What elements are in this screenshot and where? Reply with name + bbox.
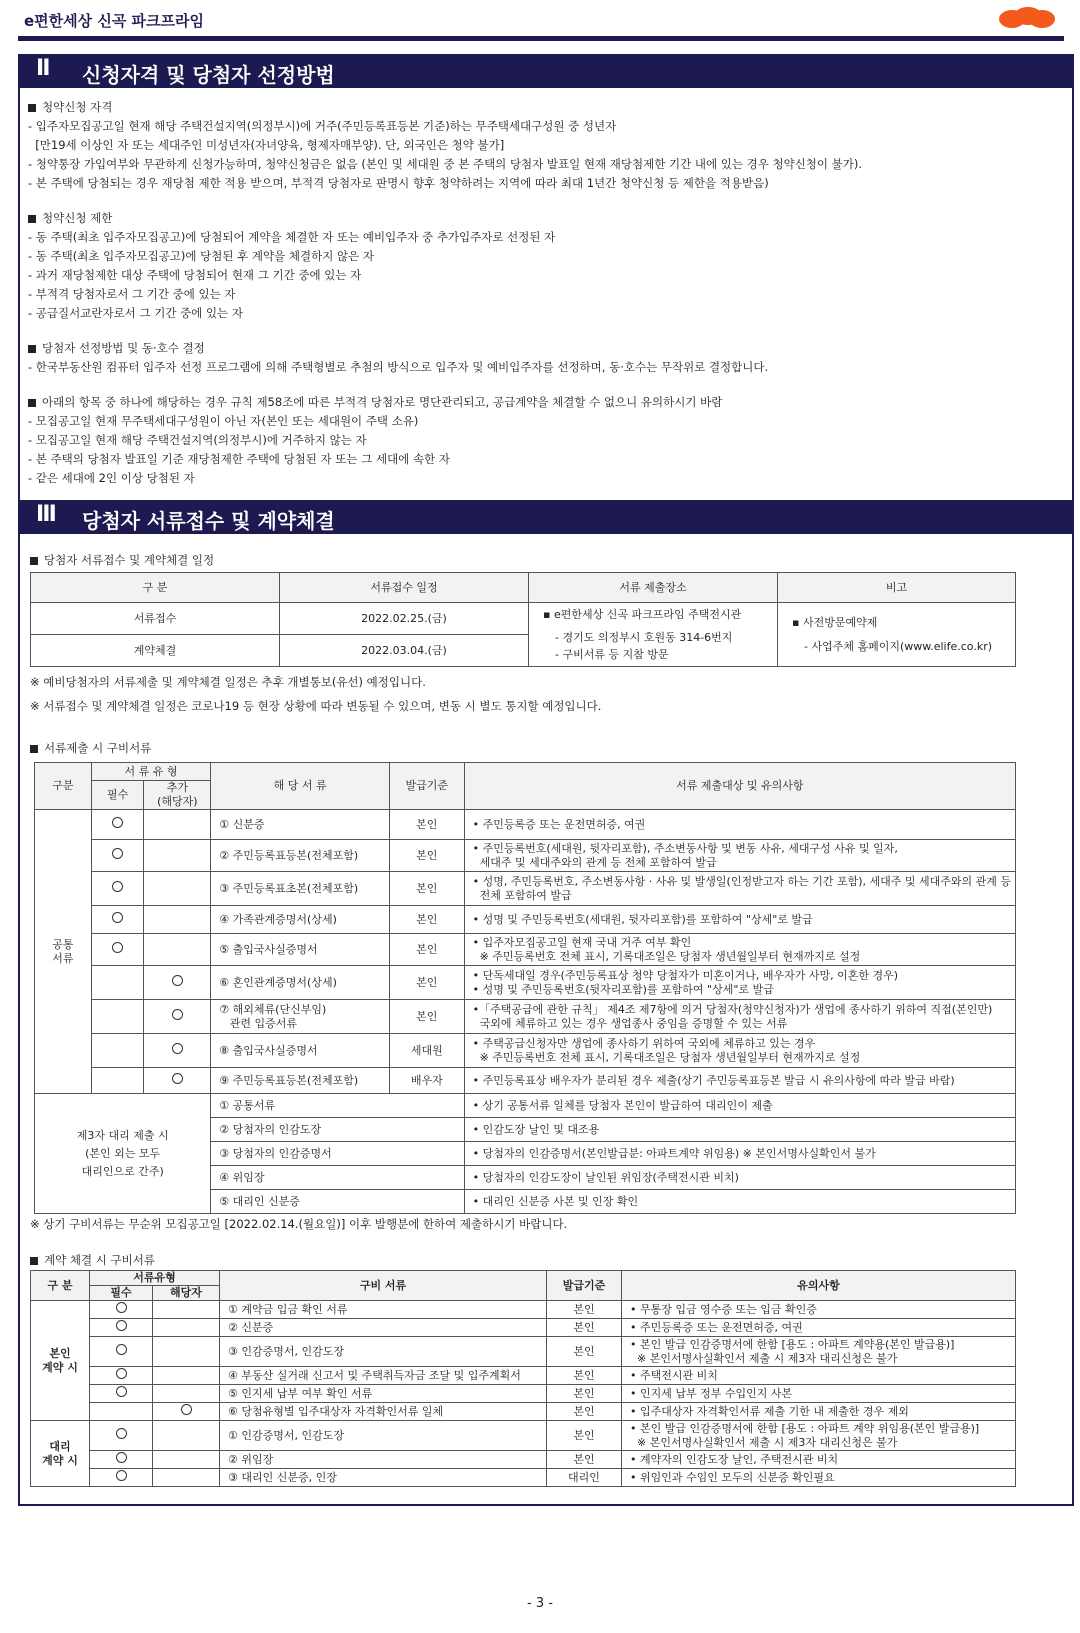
mark-cell <box>153 1319 220 1337</box>
mark-cell <box>90 1469 153 1487</box>
issuer-cell: 본인 <box>547 1385 622 1403</box>
note-cell: • 당첨자의 인감도장이 날인된 위임장(주택전시관 비치) <box>464 1166 1015 1190</box>
issuer-cell: 본인 <box>547 1301 622 1319</box>
table-row <box>35 906 1016 934</box>
circle-mark-icon <box>116 1470 127 1481</box>
doc-cell: ⑤ 인지세 납부 여부 확인 서류 <box>220 1385 547 1403</box>
table-row <box>31 1385 1016 1403</box>
block-line: - 한국부동산원 컴퓨터 입주자 선정 프로그램에 의해 주택형별로 추첨의 방식으로 입주자 및 예비입주자를 선정하며, 동·호수는 무작위로 결정합니다. <box>28 360 769 374</box>
mark-cell <box>90 1385 153 1403</box>
col-header: 비고 <box>778 573 1016 603</box>
doc-cell: ⑤ 출입국사실증명서 <box>211 934 390 966</box>
note-cell: • 주민등록증 또는 운전면허증, 여권 <box>464 810 1015 840</box>
note-cell: • 당첨자의 인감증명서(본인발급분: 아파트계약 위임용) ※ 본인서명사실확인서 불가 <box>464 1142 1015 1166</box>
mark-cell <box>144 810 211 840</box>
bullet-square-icon <box>30 745 38 753</box>
note-cell: • 입주대상자 자격확인서류 제출 기한 내 제출한 경우 제외 <box>622 1403 1016 1421</box>
issuer-cell: 본인 <box>547 1403 622 1421</box>
circle-mark-icon <box>181 1404 192 1415</box>
table-row <box>31 1367 1016 1385</box>
mark-cell <box>144 1000 211 1034</box>
mark-cell <box>90 1403 153 1421</box>
note-cell: • 주택공급신청자만 생업에 종사하기 위하여 국외에 체류하고 있는 경우 ※ 주민등록번호 전체 표시, 기록대조일은 당첨자 생년월일부터 현재까지로 설정 <box>464 1034 1015 1068</box>
issuer-cell: 대리인 <box>547 1469 622 1487</box>
circle-mark-icon <box>112 942 123 953</box>
note-cell: • 본인 발급 인감증명서에 한함 [용도 : 아파트 계약 위임용(본인 발급용)] ※ 본인서명사실확인서 제출 시 제3자 대리신청은 불가 <box>622 1421 1016 1451</box>
circle-mark-icon <box>112 817 123 828</box>
block-heading: 아래의 항목 중 하나에 해당하는 경우 규칙 제58조에 따른 부적격 당첨자로 명단관리되고, 공급계약을 체결할 수 없으니 유의하시기 바람 <box>28 393 1058 412</box>
mark-cell <box>91 1034 144 1068</box>
table-row <box>31 1469 1016 1487</box>
mark-cell <box>91 934 144 966</box>
issuer-cell: 본인 <box>390 872 465 906</box>
section-2-header <box>18 54 1074 88</box>
mark-cell <box>91 872 144 906</box>
table-row <box>31 1451 1016 1469</box>
doc-cell: ② 주민등록표등본(전체포함) <box>211 840 390 872</box>
col-header: 발급기준 <box>547 1271 622 1301</box>
section-3-header <box>18 500 1074 534</box>
mark-cell <box>153 1367 220 1385</box>
circle-mark-icon <box>116 1302 127 1313</box>
note-cell: • 계약자의 인감도장 날인, 주택전시관 비치 <box>622 1451 1016 1469</box>
issuer-cell: 본인 <box>547 1319 622 1337</box>
block-heading: 청약신청 자격 <box>28 98 1058 117</box>
group-cell: 제3자 대리 제출 시 (본인 외는 모두 대리인으로 간주) <box>35 1094 211 1214</box>
block-line: - 공급질서교란자로서 그 기간 중에 있는 자 <box>28 306 243 320</box>
doc-cell: ⑨ 주민등록표등본(전체포함) <box>211 1068 390 1094</box>
col-header: 서류접수 일정 <box>280 573 529 603</box>
bullet-square-icon <box>28 215 36 223</box>
mark-cell <box>144 872 211 906</box>
table-row <box>35 966 1016 1000</box>
circle-mark-icon <box>172 1043 183 1054</box>
table-row <box>35 934 1016 966</box>
mark-cell <box>144 840 211 872</box>
circle-mark-icon <box>116 1344 127 1355</box>
date-cell: 2022.03.04.(금) <box>280 635 529 667</box>
block-line: - 입주자모집공고일 현재 해당 주택건설지역(의정부시)에 거주(주민등록표등본 기준)하는 무주택세대구성원 중 성년자 <box>28 119 617 133</box>
note-cell: • 대리인 신분증 사본 및 인장 확인 <box>464 1190 1015 1214</box>
doc-cell: ② 위임장 <box>220 1451 547 1469</box>
bullet-square-icon <box>30 1257 38 1265</box>
issuer-cell: 본인 <box>390 966 465 1000</box>
col-header: 서류 제출장소 <box>529 573 778 603</box>
block-line: - 같은 세대에 2인 이상 당첨된 자 <box>28 471 195 485</box>
note-cell: • 상기 공통서류 일체를 당첨자 본인이 발급하여 대리인이 제출 <box>464 1094 1015 1118</box>
note-line: ※ 예비당첨자의 서류제출 및 계약체결 일정은 추후 개별통보(유선) 예정입니다. <box>30 675 426 689</box>
schedule-table <box>30 572 1016 667</box>
note-cell: •「주택공급에 관한 규칙」 제4조 제7항에 의거 당첨자(청약신청자)가 생업에 종사하기 위하여 직접(본인만) 국외에 체류하고 있는 경우 생업종사 중임을 증명할 수 있는 서류 <box>464 1000 1015 1034</box>
col-header: 구비 서류 <box>220 1271 547 1301</box>
col-header: 구 분 <box>31 573 280 603</box>
table-row <box>31 1319 1016 1337</box>
mark-cell <box>91 840 144 872</box>
block-line: - 동 주택(최초 입주자모집공고)에 당첨되어 계약을 체결한 자 또는 예비입주자 중 추가입주자로 선정된 자 <box>28 230 556 244</box>
mark-cell <box>91 810 144 840</box>
table-row <box>31 1421 1016 1451</box>
group-cell: 공통 서류 <box>35 810 92 1094</box>
circle-mark-icon <box>172 1009 183 1020</box>
block-line: - 과거 재당첨제한 대상 주택에 당첨되어 현재 그 기간 중에 있는 자 <box>28 268 362 282</box>
col-header: 발급기준 <box>390 763 465 810</box>
note-cell: • 입주자모집공고일 현재 국내 거주 여부 확인 ※ 주민등록번호 전체 표시, 기록대조일은 당첨자 생년월일부터 현재까지로 설정 <box>464 934 1015 966</box>
block-line: [만19세 이상인 자 또는 세대주인 미성년자(자녀양육, 형제자매부양). 단, 외국인은 청약 불가] <box>28 138 505 152</box>
note-cell: • 인지세 납부 정부 수입인지 사본 <box>622 1385 1016 1403</box>
contract-heading: 계약 체결 시 구비서류 <box>30 1252 155 1268</box>
bullet-square-icon <box>28 399 36 407</box>
bullet-square-icon <box>30 557 38 565</box>
block-line: - 모집공고일 현재 무주택세대구성원이 아닌 자(본인 또는 세대원이 주택 소유) <box>28 414 419 428</box>
issuer-cell: 본인 <box>547 1337 622 1367</box>
issuer-cell: 배우자 <box>390 1068 465 1094</box>
doc-cell: ④ 부동산 실거래 신고서 및 주택취득자금 조달 및 입주계획서 <box>220 1367 547 1385</box>
mark-cell <box>153 1451 220 1469</box>
circle-mark-icon <box>116 1386 127 1397</box>
mark-cell <box>91 1000 144 1034</box>
block-line: - 동 주택(최초 입주자모집공고)에 당첨된 후 계약을 체결하지 않은 자 <box>28 249 374 263</box>
docs-table <box>34 762 1016 1214</box>
col-header: 서류 제출대상 및 유의사항 <box>464 763 1015 810</box>
issuer-cell: 본인 <box>547 1451 622 1469</box>
doc-cell: ③ 주민등록표초본(전체포함) <box>211 872 390 906</box>
mark-cell <box>153 1421 220 1451</box>
brand-logo-icon <box>998 6 1056 30</box>
mark-cell <box>144 934 211 966</box>
doc-cell: ⑤ 대리인 신분증 <box>211 1190 464 1214</box>
issuer-cell: 본인 <box>390 906 465 934</box>
circle-mark-icon <box>116 1320 127 1331</box>
table-row <box>35 1034 1016 1068</box>
table-row <box>35 810 1016 840</box>
mark-cell <box>90 1337 153 1367</box>
section-number: Ⅱ <box>36 56 51 81</box>
circle-mark-icon <box>116 1428 127 1439</box>
table-row <box>35 1068 1016 1094</box>
doc-cell: ③ 당첨자의 인감증명서 <box>211 1142 464 1166</box>
doc-cell: ⑥ 혼인관계증명서(상세) <box>211 966 390 1000</box>
col-header: 서류유형 <box>90 1271 220 1286</box>
issuer-cell: 본인 <box>547 1421 622 1451</box>
mark-cell <box>153 1337 220 1367</box>
row-label: 서류접수 <box>31 603 280 635</box>
block-heading: 청약신청 제한 <box>28 209 1058 228</box>
schedule-heading: 당첨자 서류접수 및 계약체결 일정 <box>30 552 214 568</box>
circle-mark-icon <box>172 975 183 986</box>
page-number: - 3 - <box>527 1596 553 1611</box>
section-2-body <box>28 98 1058 504</box>
doc-cell: ④ 가족관계증명서(상세) <box>211 906 390 934</box>
contract-table <box>30 1270 1016 1487</box>
brand-title: e편한세상 신곡 파크프라임 <box>24 12 205 30</box>
doc-cell: ④ 위임장 <box>211 1166 464 1190</box>
table-row <box>35 840 1016 872</box>
mark-cell <box>153 1469 220 1487</box>
note-cell: • 무통장 입금 영수증 또는 입금 확인증 <box>622 1301 1016 1319</box>
table-row <box>35 872 1016 906</box>
table-row <box>31 1403 1016 1421</box>
section-title: 당첨자 서류접수 및 계약체결 <box>82 509 335 533</box>
circle-mark-icon <box>112 881 123 892</box>
col-header: 필수 <box>91 781 144 810</box>
note-cell: • 주택전시관 비치 <box>622 1367 1016 1385</box>
table-row <box>35 1000 1016 1034</box>
doc-cell: ② 당첨자의 인감도장 <box>211 1118 464 1142</box>
doc-cell: ① 공통서류 <box>211 1094 464 1118</box>
doc-cell: ① 계약금 입금 확인 서류 <box>220 1301 547 1319</box>
table-row <box>31 1301 1016 1319</box>
note-line: ※ 상기 구비서류는 무순위 모집공고일 [2022.02.14.(월요일)] 이후 발행분에 한하여 제출하시기 바랍니다. <box>30 1217 568 1231</box>
issuer-cell: 본인 <box>547 1367 622 1385</box>
section-number: Ⅲ <box>36 502 57 527</box>
block-line: - 본 주택의 당첨자 발표일 기준 재당첨제한 주택에 당첨된 자 또는 그 세대에 속한 자 <box>28 452 450 466</box>
group-cell: 대리 계약 시 <box>31 1421 90 1487</box>
circle-mark-icon <box>112 848 123 859</box>
note-cell: • 주민등록증 또는 운전면허증, 여권 <box>622 1319 1016 1337</box>
doc-cell: ③ 대리인 신분증, 인장 <box>220 1469 547 1487</box>
place-cell: ▪ e편한세상 신곡 파크프라임 주택전시관 - 경기도 의정부시 호원동 314-6번지 - 구비서류 등 지참 방문 <box>529 603 778 667</box>
note-cell: • 위임인과 수임인 모두의 신분증 확인필요 <box>622 1469 1016 1487</box>
mark-cell <box>91 1068 144 1094</box>
circle-mark-icon <box>116 1452 127 1463</box>
mark-cell <box>144 906 211 934</box>
note-cell: • 주민등록표상 배우자가 분리된 경우 제출(상기 주민등록표등본 발급 시 유의사항에 따라 발급 바람) <box>464 1068 1015 1094</box>
block-heading: 당첨자 선정방법 및 동·호수 결정 <box>28 339 1058 358</box>
section-title: 신청자격 및 당첨자 선정방법 <box>82 63 335 87</box>
issuer-cell: 본인 <box>390 1000 465 1034</box>
doc-cell: ① 신분증 <box>211 810 390 840</box>
col-header: 해당자 <box>153 1286 220 1301</box>
bullet-square-icon <box>28 345 36 353</box>
doc-cell: ① 인감증명서, 인감도장 <box>220 1421 547 1451</box>
col-header: 필수 <box>90 1286 153 1301</box>
table-row <box>31 1337 1016 1367</box>
row-label: 계약체결 <box>31 635 280 667</box>
note-cell: • 성명, 주민등록번호, 주소변동사항 · 사유 및 발생일(인정받고자 하는 기간 포함), 세대주 및 세대주와의 관계 등 전체 포함하여 발급 <box>464 872 1015 906</box>
bullet-square-icon <box>28 104 36 112</box>
col-header: 구분 <box>35 763 92 810</box>
doc-cell: ⑧ 출입국사실증명서 <box>211 1034 390 1068</box>
col-header: 구 분 <box>31 1271 90 1301</box>
issuer-cell: 본인 <box>390 840 465 872</box>
block-line: - 본 주택에 당첨되는 경우 재당첨 제한 적용 받으며, 부적격 당첨자로 판명시 향후 청약하려는 지역에 따라 최대 1년간 청약신청 등 제한을 적용받음) <box>28 176 769 190</box>
note-cell: • 단독세대일 경우(주민등록표상 청약 당첨자가 미혼이거나, 배우자가 사망, 이혼한 경우) • 성명 및 주민등록번호(뒷자리포함)를 포함하여 "상세"로 발급 <box>464 966 1015 1000</box>
date-cell: 2022.02.25.(금) <box>280 603 529 635</box>
doc-cell: ③ 인감증명서, 인감도장 <box>220 1337 547 1367</box>
mark-cell <box>91 906 144 934</box>
doc-cell: ② 신분증 <box>220 1319 547 1337</box>
note-cell: • 본인 발급 인감증명서에 한함 [용도 : 아파트 계약용(본인 발급용)] ※ 본인서명사실확인서 제출 시 제3자 대리신청은 불가 <box>622 1337 1016 1367</box>
col-header: 해 당 서 류 <box>211 763 390 810</box>
circle-mark-icon <box>172 1073 183 1084</box>
note-cell: • 성명 및 주민등록번호(세대원, 뒷자리포함)를 포함하여 "상세"로 발급 <box>464 906 1015 934</box>
block-line: - 모집공고일 현재 해당 주택건설지역(의정부시)에 거주하지 않는 자 <box>28 433 367 447</box>
circle-mark-icon <box>112 912 123 923</box>
mark-cell <box>153 1403 220 1421</box>
issuer-cell: 본인 <box>390 810 465 840</box>
note-cell: • 인감도장 날인 및 대조용 <box>464 1118 1015 1142</box>
mark-cell <box>144 966 211 1000</box>
doc-cell: ⑦ 해외체류(단신부임) 관련 입증서류 <box>211 1000 390 1034</box>
col-header: 서 류 유 형 <box>91 763 211 781</box>
circle-mark-icon <box>116 1368 127 1379</box>
mark-cell <box>90 1319 153 1337</box>
mark-cell <box>144 1068 211 1094</box>
issuer-cell: 본인 <box>390 934 465 966</box>
mark-cell <box>91 966 144 1000</box>
issuer-cell: 세대원 <box>390 1034 465 1068</box>
doc-cell: ⑥ 당첨유형별 입주대상자 자격확인서류 일체 <box>220 1403 547 1421</box>
col-header: 유의사항 <box>622 1271 1016 1301</box>
block-line: - 청약통장 가입여부와 무관하게 신청가능하며, 청약신청금은 없음 (본인 및 세대원 중 본 주택의 당첨자 발표일 현재 재당첨제한 기간 내에 있는 경우 청약신청이 불가). <box>28 157 863 171</box>
mark-cell <box>153 1301 220 1319</box>
top-bar <box>18 6 1064 41</box>
mark-cell <box>153 1385 220 1403</box>
docs-heading: 서류제출 시 구비서류 <box>30 740 151 756</box>
col-header: 추가 (해당자) <box>144 781 211 810</box>
note-cell: • 주민등록번호(세대원, 뒷자리포함), 주소변동사항 및 변동 사유, 세대구성 사유 및 일자, 세대주 및 세대주와의 관계 등 전체 포함하여 발급 <box>464 840 1015 872</box>
mark-cell <box>90 1301 153 1319</box>
table-row <box>35 1094 1016 1118</box>
group-cell: 본인 계약 시 <box>31 1301 90 1421</box>
note-line: ※ 서류접수 및 계약체결 일정은 코로나19 등 현장 상황에 따라 변동될 수 있으며, 변동 시 별도 통지할 예정입니다. <box>30 699 602 713</box>
mark-cell <box>90 1451 153 1469</box>
block-line: - 부적격 당첨자로서 그 기간 중에 있는 자 <box>28 287 236 301</box>
mark-cell <box>90 1367 153 1385</box>
note-cell: ▪ 사전방문예약제 - 사업주체 홈페이지(www.elife.co.kr) <box>778 603 1016 667</box>
mark-cell <box>144 1034 211 1068</box>
mark-cell <box>90 1421 153 1451</box>
